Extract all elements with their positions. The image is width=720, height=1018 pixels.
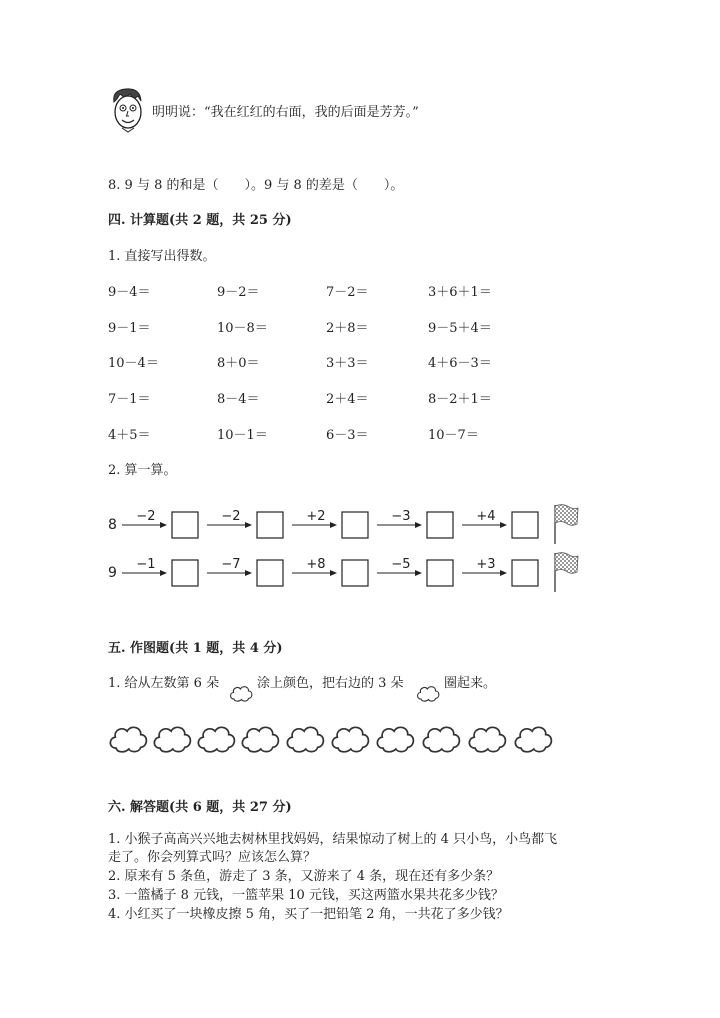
answer-box bbox=[427, 512, 453, 538]
section-5-title: 五. 作图题(共 1 题，共 4 分) bbox=[108, 641, 283, 656]
answer-box bbox=[342, 560, 368, 586]
calc-item: 3＋6＋1＝ bbox=[428, 285, 492, 300]
calc-item: 10－4＝ bbox=[108, 356, 159, 371]
arrow-chain-diagram bbox=[100, 500, 600, 600]
calc-item: 10－1＝ bbox=[217, 428, 268, 443]
question-8: 8. 9 与 8 的和是（ ）。9 与 8 的差是（ ）。 bbox=[108, 178, 404, 193]
chain-operation-label: −1 bbox=[136, 557, 156, 572]
chain-operation-label: +3 bbox=[476, 557, 496, 572]
boy-face-icon bbox=[108, 86, 148, 134]
section-6-line: 2. 原来有 5 条鱼，游走了 3 条，又游来了 4 条，现在还有多少条？ bbox=[108, 869, 500, 884]
speech-text: 明明说：“我在红红的右面，我的后面是芳芳。” bbox=[152, 105, 419, 120]
section-5-q1-part3: 圈起来。 bbox=[444, 676, 497, 691]
calc-item: 9－5＋4＝ bbox=[428, 321, 492, 336]
cloud-icon[interactable] bbox=[150, 721, 194, 755]
answer-box bbox=[342, 512, 368, 538]
section-5-q1-part1: 1. 给从左数第 6 朵 bbox=[108, 676, 220, 691]
chain-operation-label: −2 bbox=[221, 509, 241, 524]
section-6-line: 走了。你会列算式吗？应该怎么算？ bbox=[108, 850, 317, 865]
calc-item: 8－4＝ bbox=[217, 392, 260, 407]
chain-operation-label: −2 bbox=[136, 509, 156, 524]
calc-item: 9－1＝ bbox=[108, 321, 151, 336]
calc-item: 9－2＝ bbox=[217, 285, 260, 300]
cloud-icon[interactable] bbox=[511, 721, 555, 755]
section-4-q1-title: 1. 直接写出得数。 bbox=[108, 249, 216, 264]
calc-item: 10－7＝ bbox=[428, 428, 479, 443]
calc-item: 6－3＝ bbox=[326, 428, 369, 443]
answer-box bbox=[512, 512, 538, 538]
cloud-icon[interactable] bbox=[465, 721, 509, 755]
chain-operation-label: +8 bbox=[306, 557, 326, 572]
cloud-icon[interactable] bbox=[373, 721, 417, 755]
cloud-icon bbox=[415, 683, 441, 703]
calc-item: 2＋4＝ bbox=[326, 392, 369, 407]
cloud-icon bbox=[228, 683, 254, 703]
calc-item: 7－2＝ bbox=[326, 285, 369, 300]
calc-item: 2＋8＝ bbox=[326, 321, 369, 336]
calc-item: 8－2＋1＝ bbox=[428, 392, 492, 407]
calc-item: 10－8＝ bbox=[217, 321, 268, 336]
answer-box bbox=[172, 512, 198, 538]
answer-box bbox=[427, 560, 453, 586]
section-4-title: 四. 计算题(共 2 题，共 25 分) bbox=[108, 213, 292, 228]
cloud-icon[interactable] bbox=[328, 721, 372, 755]
calc-item: 7－1＝ bbox=[108, 392, 151, 407]
chain-start-number: 8 bbox=[108, 517, 117, 533]
chain-start-number: 9 bbox=[108, 565, 117, 581]
answer-box bbox=[257, 512, 283, 538]
chain-operation-label: −3 bbox=[391, 509, 411, 524]
cloud-icon[interactable] bbox=[194, 721, 238, 755]
cloud-icon[interactable] bbox=[238, 721, 282, 755]
calc-item: 9－4＝ bbox=[108, 285, 151, 300]
section-6-line: 4. 小红买了一块橡皮擦 5 角，买了一把铅笔 2 角，一共花了多少钱？ bbox=[108, 907, 509, 922]
calc-item: 4＋5＝ bbox=[108, 428, 151, 443]
section-6-line: 3. 一篮橘子 8 元钱，一篮苹果 10 元钱，买这两篮水果共花多少钱？ bbox=[108, 888, 504, 903]
section-6-line: 1. 小猴子高高兴兴地去树林里找妈妈，结果惊动了树上的 4 只小鸟，小鸟都飞 bbox=[108, 832, 558, 847]
flag-icon bbox=[555, 505, 578, 544]
answer-box bbox=[172, 560, 198, 586]
chain-operation-label: −5 bbox=[391, 557, 411, 572]
calc-item: 8＋0＝ bbox=[217, 356, 260, 371]
section-6-title: 六. 解答题(共 6 题，共 27 分) bbox=[108, 800, 292, 815]
flag-icon bbox=[555, 553, 578, 592]
section-4-q2-title: 2. 算一算。 bbox=[108, 463, 177, 478]
chain-operation-label: −7 bbox=[221, 557, 241, 572]
calc-item: 4＋6－3＝ bbox=[428, 356, 492, 371]
chain-operation-label: +2 bbox=[306, 509, 326, 524]
cloud-icon[interactable] bbox=[106, 721, 150, 755]
chain-operation-label: +4 bbox=[476, 509, 496, 524]
answer-box bbox=[257, 560, 283, 586]
cloud-icon[interactable] bbox=[283, 721, 327, 755]
cloud-icon[interactable] bbox=[419, 721, 463, 755]
answer-box bbox=[512, 560, 538, 586]
section-5-q1-part2: 涂上颜色，把右边的 3 朵 bbox=[257, 676, 404, 691]
calc-item: 3＋3＝ bbox=[326, 356, 369, 371]
